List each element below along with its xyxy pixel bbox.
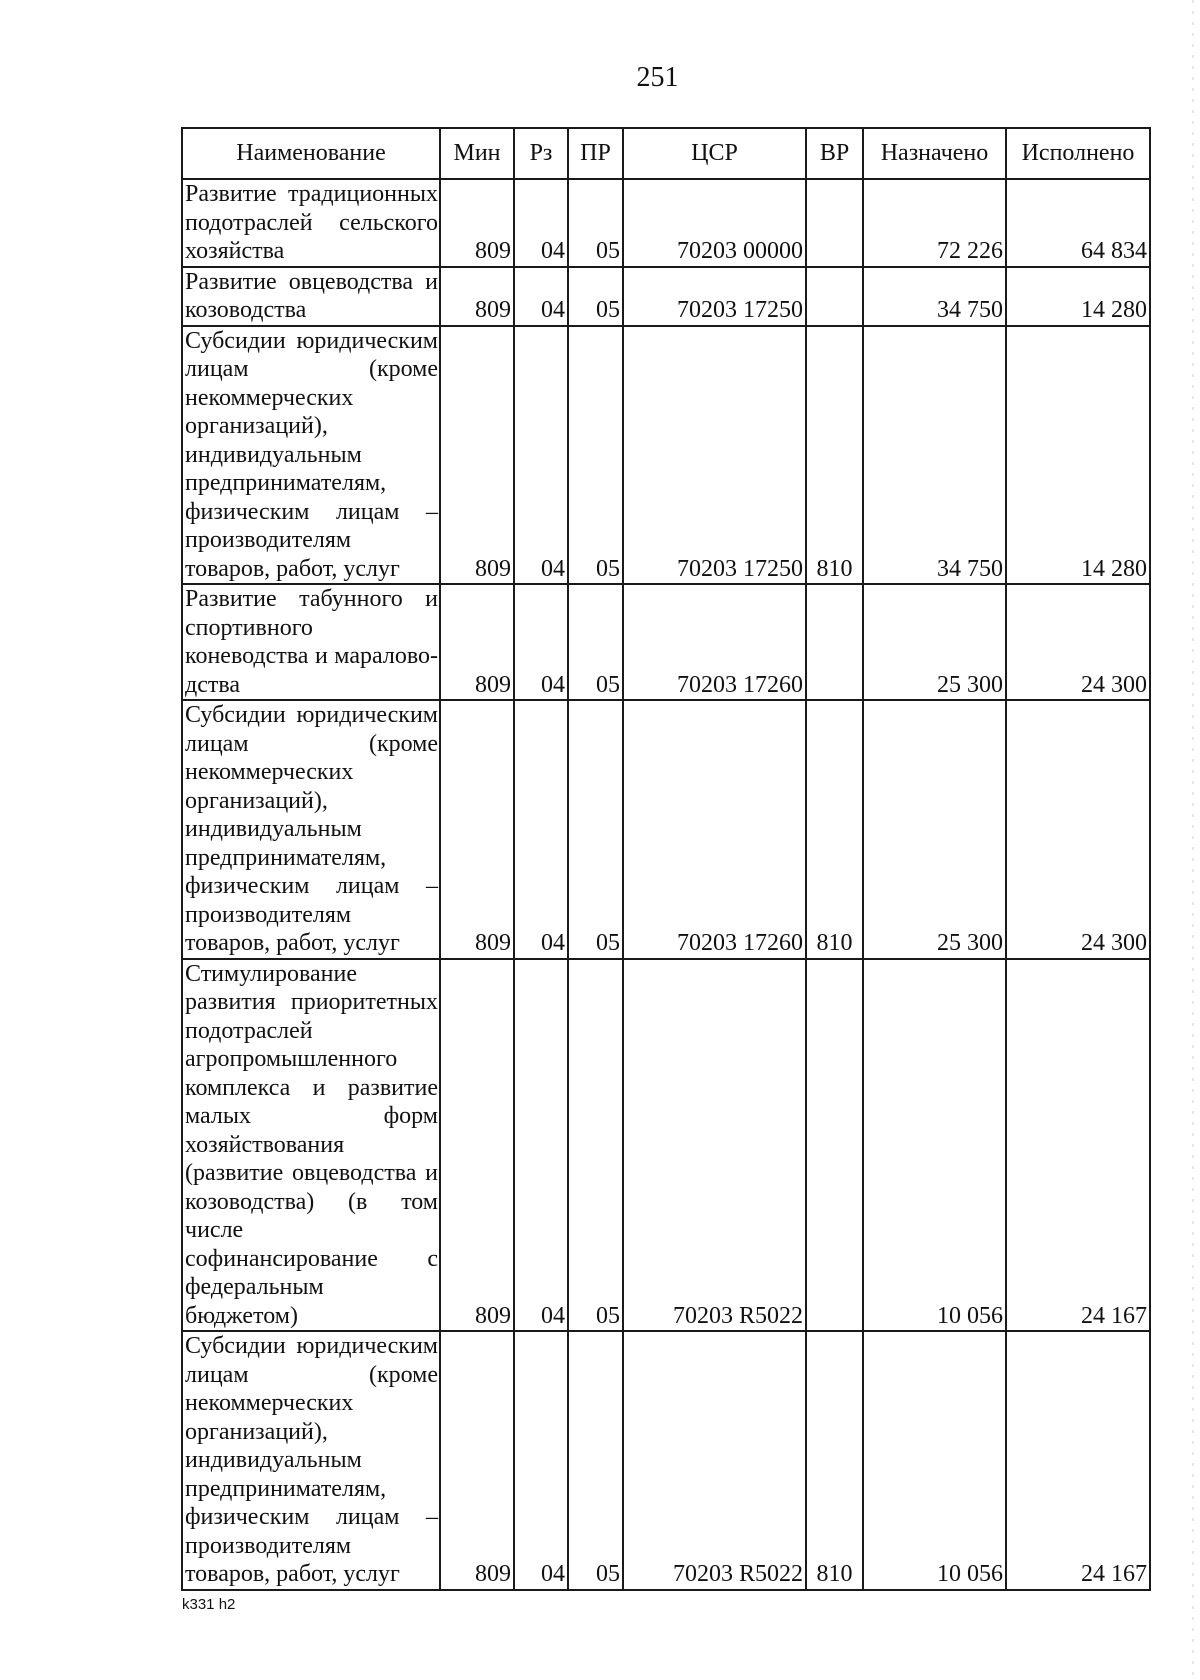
table-row [182, 959, 1150, 1332]
cell-planned: 10 056 [863, 1331, 1006, 1590]
cell-name: Стимулирование развития приоритетных подотраслей агропромышленного комплекса и развитие малых форм хозяйствования (развитие овцеводства и козоводства) (в том числе софинансирование с федеральным бюджетом) [182, 959, 440, 1332]
cell-min: 809 [440, 1331, 514, 1590]
header-rz: Рз [514, 128, 568, 179]
cell-pr: 05 [568, 179, 623, 267]
cell-min: 809 [440, 326, 514, 585]
cell-vr [806, 584, 863, 700]
cell-rz: 04 [514, 179, 568, 267]
cell-planned: 34 750 [863, 326, 1006, 585]
cell-min: 809 [440, 959, 514, 1332]
cell-executed: 14 280 [1006, 267, 1150, 326]
page-number: 251 [636, 62, 679, 93]
cell-name: Субсидии юридическим лицам (кроме некоммерческих организаций), индивидуальным предпринимателям, физическим лицам – производителям товаров, работ, услуг [182, 700, 440, 959]
cell-executed: 24 300 [1006, 700, 1150, 959]
table-row [182, 267, 1150, 326]
cell-min: 809 [440, 267, 514, 326]
cell-rz: 04 [514, 584, 568, 700]
cell-min: 809 [440, 584, 514, 700]
cell-pr: 05 [568, 959, 623, 1332]
cell-name: Развитие табунного и спортивного коневодства и мараловодства [182, 584, 440, 700]
header-name: Наименование [182, 128, 440, 179]
cell-pr: 05 [568, 584, 623, 700]
cell-planned: 34 750 [863, 267, 1006, 326]
header-min: Мин [440, 128, 514, 179]
table-header-row [182, 128, 1150, 179]
cell-executed: 24 300 [1006, 584, 1150, 700]
cell-name: Субсидии юридическим лицам (кроме некоммерческих организаций), индивидуальным предпринимателям, физическим лицам – производителям товаров, работ, услуг [182, 326, 440, 585]
cell-vr: 810 [806, 326, 863, 585]
header-planned: Назначено [863, 128, 1006, 179]
footer-code: k331 h2 [182, 1596, 236, 1613]
cell-min: 809 [440, 179, 514, 267]
cell-vr: 810 [806, 1331, 863, 1590]
cell-name: Развитие традиционных подотраслей сельского хозяйства [182, 179, 440, 267]
cell-executed: 14 280 [1006, 326, 1150, 585]
cell-planned: 10 056 [863, 959, 1006, 1332]
cell-name: Субсидии юридическим лицам (кроме некоммерческих организаций), индивидуальным предпринимателям, физическим лицам – производителям товаров, работ, услуг [182, 1331, 440, 1590]
header-csr: ЦСР [623, 128, 806, 179]
cell-pr: 05 [568, 326, 623, 585]
cell-csr: 70203 17260 [623, 700, 806, 959]
cell-vr [806, 179, 863, 267]
cell-csr: 70203 R5022 [623, 1331, 806, 1590]
budget-table [181, 127, 1151, 1591]
cell-csr: 70203 R5022 [623, 959, 806, 1332]
cell-executed: 24 167 [1006, 959, 1150, 1332]
header-executed: Исполнено [1006, 128, 1150, 179]
cell-planned: 25 300 [863, 584, 1006, 700]
cell-executed: 24 167 [1006, 1331, 1150, 1590]
cell-planned: 72 226 [863, 179, 1006, 267]
cell-csr: 70203 17250 [623, 326, 806, 585]
scan-edge-artifact [1192, 0, 1194, 1680]
cell-min: 809 [440, 700, 514, 959]
header-pr: ПР [568, 128, 623, 179]
cell-name: Развитие овцеводства и козоводства [182, 267, 440, 326]
cell-pr: 05 [568, 700, 623, 959]
table-row [182, 326, 1150, 585]
cell-rz: 04 [514, 326, 568, 585]
cell-csr: 70203 00000 [623, 179, 806, 267]
cell-rz: 04 [514, 700, 568, 959]
cell-vr [806, 267, 863, 326]
cell-vr: 810 [806, 700, 863, 959]
cell-pr: 05 [568, 267, 623, 326]
cell-vr [806, 959, 863, 1332]
table-row [182, 179, 1150, 267]
cell-planned: 25 300 [863, 700, 1006, 959]
table-row [182, 1331, 1150, 1590]
cell-pr: 05 [568, 1331, 623, 1590]
cell-csr: 70203 17250 [623, 267, 806, 326]
cell-executed: 64 834 [1006, 179, 1150, 267]
table-row [182, 584, 1150, 700]
cell-rz: 04 [514, 267, 568, 326]
table-row [182, 700, 1150, 959]
cell-rz: 04 [514, 959, 568, 1332]
header-vr: ВР [806, 128, 863, 179]
cell-rz: 04 [514, 1331, 568, 1590]
cell-csr: 70203 17260 [623, 584, 806, 700]
